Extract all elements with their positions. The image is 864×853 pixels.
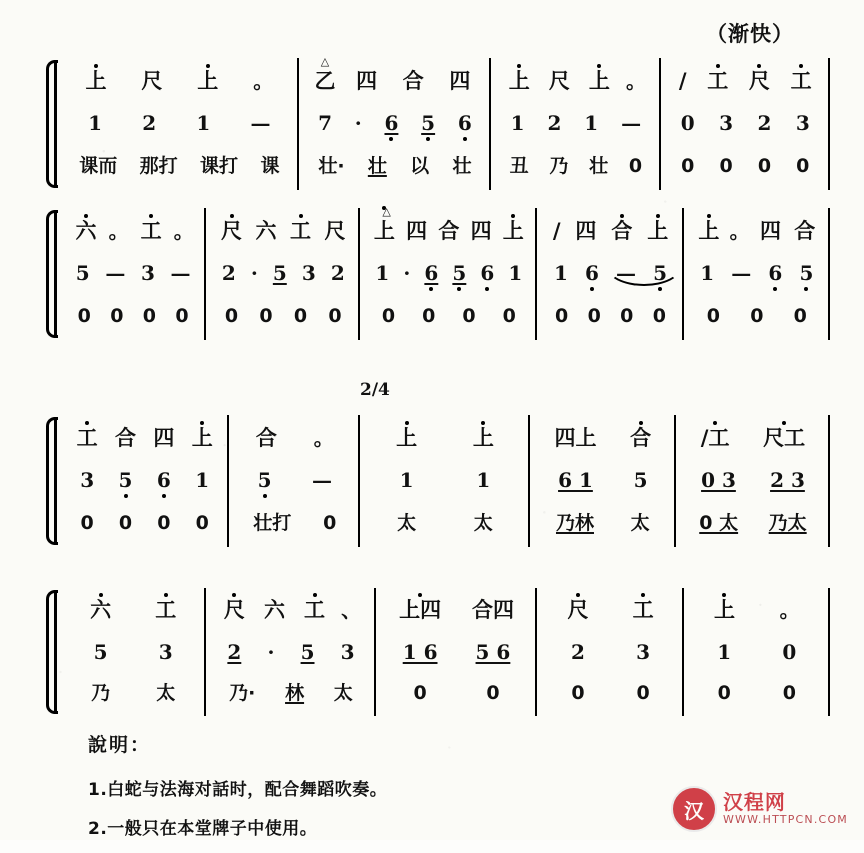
lyric-syllable: 课打 (200, 154, 239, 177)
measure[interactable] (60, 588, 206, 716)
music-system-2 (40, 208, 830, 340)
gongche-note: 合 (255, 426, 277, 451)
number-note: 1 (195, 468, 210, 493)
number-note: 1 (88, 111, 103, 136)
number-note: 1 (553, 261, 568, 286)
number-row (214, 632, 367, 673)
measure-group (60, 415, 830, 547)
number-note: 5 (794, 262, 818, 285)
number-note: 6 (457, 111, 472, 136)
number-note: 5 (633, 468, 648, 493)
number-note: 5 (648, 262, 672, 285)
measure[interactable] (530, 415, 676, 547)
number-note: 5 (248, 469, 282, 492)
lyric-syllable: 乃太 (768, 511, 807, 534)
lyric-row (692, 673, 822, 714)
lyric-syllable: 太 (397, 511, 417, 534)
number-row (692, 632, 822, 673)
lyric-row (669, 146, 822, 188)
gongche-note: 四 (153, 426, 175, 451)
gongche-note: 合 (438, 219, 460, 244)
gongche-note: 工 (623, 598, 664, 622)
gongche-row (669, 60, 822, 102)
measure[interactable] (684, 208, 830, 340)
measure[interactable] (661, 58, 830, 190)
gongche-note: 四 (470, 219, 492, 244)
lyric-syllable: 课而 (79, 154, 118, 177)
measure[interactable] (229, 415, 360, 547)
lyric-syllable: 0 (750, 304, 764, 327)
measure[interactable] (60, 58, 299, 190)
gongche-note: 尺 (548, 69, 570, 94)
number-note: — (621, 111, 642, 136)
gongche-note: 尺 (324, 219, 346, 244)
number-note: 1 (399, 468, 414, 493)
number-note: 1 (476, 468, 491, 493)
gongche-note: 尺 (216, 219, 247, 243)
lyric-syllable: 太 (333, 681, 353, 704)
measure[interactable] (206, 208, 360, 340)
lyric-syllable: 0 (706, 304, 721, 327)
lyric-row (499, 146, 652, 188)
gongche-note: 工 (299, 598, 330, 622)
gongche-note: 六 (80, 598, 121, 622)
number-row (368, 253, 529, 295)
gongche-row (499, 60, 652, 102)
number-note: 3 (636, 639, 651, 664)
lyric-syllable: 0 (757, 154, 772, 177)
number-note: 5 (93, 639, 108, 664)
gongche-note: 工 (786, 69, 817, 93)
gongche-note: 上四 (389, 598, 451, 622)
gongche-row (237, 417, 352, 459)
lyric-row (368, 296, 529, 338)
gongche-note: 。 (779, 597, 800, 622)
measure[interactable] (676, 415, 830, 547)
number-note: 2 (570, 639, 585, 664)
lyric-syllable: 壮· (318, 154, 345, 177)
notes-title: 說明： (88, 734, 152, 756)
lyric-syllable: 0 (782, 681, 796, 704)
gongche-note: 。 (253, 68, 274, 93)
number-row (684, 460, 822, 502)
number-note: 6 (424, 261, 439, 286)
gongche-note: 四 (575, 219, 597, 244)
number-dot: · (354, 111, 362, 136)
music-system-4 (40, 588, 830, 716)
gongche-note: 尺工 (758, 426, 810, 450)
lyric-syllable: 0 (555, 304, 569, 327)
gongche-row (307, 60, 484, 102)
number-note: 2 (227, 639, 242, 664)
number-dot: · (250, 261, 258, 286)
gongche-note: 合 (794, 219, 816, 244)
lyric-syllable: 0 太 (699, 511, 739, 534)
lyric-row (68, 503, 221, 545)
gongche-note: 合四 (471, 598, 514, 623)
gongche-note: 四 (449, 69, 471, 94)
measure[interactable] (60, 415, 229, 547)
gongche-note: 上 (642, 219, 673, 243)
watermark-logo-icon: 汉 (671, 786, 717, 832)
measure[interactable] (206, 588, 375, 716)
music-system-1 (40, 58, 830, 190)
gongche-note: 上 (187, 426, 218, 450)
lyric-row (684, 503, 822, 545)
number-note: 3 (80, 468, 95, 493)
lyric-syllable: 0 (681, 154, 695, 177)
lyric-syllable: 壮 (452, 154, 472, 177)
gongche-row (68, 210, 198, 252)
lyric-syllable: 0 (652, 304, 666, 327)
lyric-syllable: 0 (142, 304, 157, 327)
note-line: 2.一般只在本堂牌子中使用。 (88, 819, 318, 839)
lyric-row (545, 296, 675, 338)
number-note: 6 (763, 262, 787, 285)
number-note: 2 (330, 261, 345, 286)
lyric-syllable: 0 (381, 304, 396, 327)
lyric-syllable: 壮打 (253, 511, 292, 534)
number-note: 5 (300, 639, 315, 664)
lyric-syllable: 太 (473, 511, 493, 534)
number-note: 1 (717, 639, 732, 664)
tempo-marking: （渐快） (706, 22, 794, 46)
gongche-note: 六 (263, 598, 285, 623)
number-note: 6 (580, 262, 604, 285)
gongche-row (68, 590, 198, 631)
number-row (68, 460, 221, 502)
gongche-note: 工 (702, 69, 733, 93)
measure[interactable] (684, 588, 830, 716)
lyric-syllable: 太 (156, 681, 176, 704)
number-row (68, 253, 198, 295)
number-note: 3 (719, 111, 734, 136)
gongche-note: 工 (145, 598, 186, 622)
measure-group (60, 208, 830, 340)
lyric-syllable: 0 (110, 304, 124, 327)
lyric-syllable: 0 (793, 304, 807, 327)
gongche-note: 尺 (744, 69, 775, 93)
number-row (669, 103, 822, 145)
lyric-row (307, 146, 484, 188)
gongche-note: 工 (136, 219, 167, 243)
number-row (692, 253, 822, 295)
lyric-syllable: 以 (410, 154, 430, 177)
gongche-note: 合 (625, 426, 656, 450)
lyric-syllable: 0 (796, 154, 810, 177)
lyric-row (68, 673, 198, 714)
gongche-note: 。 (108, 218, 129, 243)
number-dot: · (403, 261, 411, 286)
gongche-note: 六 (71, 219, 102, 243)
number-row (538, 460, 668, 502)
lyric-syllable: 乃 (91, 681, 111, 704)
lyric-syllable: 0 (587, 304, 601, 327)
gongche-note: 上 (75, 69, 116, 93)
lyric-syllable: 那打 (139, 154, 178, 177)
watermark-text (723, 791, 848, 827)
lyric-syllable: 课 (260, 154, 280, 177)
measure[interactable] (360, 208, 537, 340)
lyric-syllable: 0 (328, 304, 342, 327)
number-note: — (731, 261, 752, 286)
gongche-note: 上 (704, 598, 745, 622)
lyric-syllable: 0 (157, 511, 171, 534)
lyric-syllable: 0 (462, 304, 476, 327)
lyric-syllable: 0 (259, 304, 273, 327)
number-note: 5 (272, 261, 287, 286)
number-note: 5 (421, 111, 436, 136)
number-note: 1 (510, 111, 525, 136)
number-note: 6 (480, 261, 495, 286)
number-row (499, 103, 652, 145)
number-note: 5 6 (475, 639, 511, 664)
measure-group (60, 58, 830, 190)
number-row (214, 253, 352, 295)
lyric-syllable: 0 (628, 154, 643, 177)
gongche-note: 上 (584, 69, 615, 93)
number-note: 6 (152, 469, 176, 492)
gongche-row (214, 210, 352, 252)
gongche-note: 合 (115, 426, 137, 451)
number-note: 2 3 (770, 468, 805, 493)
gongche-note: 四 (406, 219, 428, 244)
lyric-syllable: 0 (636, 681, 650, 704)
gongche-note: 上 (502, 219, 524, 244)
number-note: 0 (782, 639, 797, 664)
lyric-row (692, 296, 822, 338)
site-watermark (671, 786, 848, 832)
gongche-note: 六 (255, 219, 277, 244)
lyric-syllable: 0 (486, 681, 500, 704)
music-system-3 (40, 415, 830, 547)
watermark-site-url: WWW.HTTPCN.COM (722, 813, 848, 827)
system-brace-icon (40, 415, 60, 547)
number-note: 3 (340, 639, 355, 664)
gongche-note: 四上 (554, 426, 597, 451)
number-note: 5 (75, 261, 90, 286)
number-note: — (250, 111, 271, 136)
number-note: 1 (700, 261, 715, 286)
note-line: 1.白蛇与法海对話时，配合舞蹈吹奏。 (88, 780, 388, 800)
gongche-note: 尺 (219, 598, 250, 622)
gongche-row (368, 417, 521, 459)
gongche-note: 。 (313, 425, 334, 450)
lyric-syllable: 丑 (509, 154, 529, 177)
number-note: 1 (375, 261, 390, 286)
gongche-row (692, 590, 822, 631)
lyric-syllable: 乃林 (555, 511, 594, 534)
number-note: 2 (547, 111, 562, 136)
lyric-syllable: 0 (620, 304, 634, 327)
gongche-note: 上 (504, 69, 535, 93)
gongche-note: 上 (187, 69, 228, 93)
gongche-note: 四 (356, 69, 378, 94)
number-dot: · (267, 639, 275, 664)
system-brace-icon (40, 58, 60, 190)
lyric-syllable: 乃 (549, 154, 569, 177)
gongche-note: △ 乙 (310, 69, 341, 93)
measure[interactable] (299, 58, 492, 190)
gongche-note: 合 (402, 69, 424, 94)
system-brace-icon (40, 208, 60, 340)
lyric-row (545, 673, 675, 714)
lyric-syllable: 0 (413, 681, 427, 704)
number-note: 5 (114, 469, 138, 492)
gongche-note: 合 (606, 219, 637, 243)
gongche-note: 上 (386, 426, 427, 450)
lyric-syllable: 0 (719, 154, 733, 177)
gongche-note: △ 上 (372, 219, 397, 243)
lyric-syllable: 0 (195, 511, 209, 534)
lyric-syllable: 壮 (589, 154, 609, 177)
number-note: 6 (384, 111, 399, 136)
number-note: — (312, 468, 333, 493)
number-note: 6 1 (558, 468, 593, 493)
lyric-syllable: 0 (118, 511, 133, 534)
gongche-note: 工 (72, 426, 103, 450)
measure[interactable] (376, 588, 538, 716)
lyric-syllable: 0 (502, 304, 516, 327)
gongche-note: 尺 (141, 69, 163, 94)
gongche-note: / (552, 219, 561, 244)
system-brace-icon (40, 588, 60, 716)
number-note: — (105, 261, 126, 286)
gongche-note: 。 (173, 218, 194, 243)
number-row (307, 103, 484, 145)
lyric-syllable: 0 (224, 304, 239, 327)
number-note: 3 (140, 261, 155, 286)
number-note: — (616, 261, 637, 286)
number-note: — (170, 261, 191, 286)
measure-group (60, 588, 830, 716)
gongche-row (545, 590, 675, 631)
lyric-row (384, 673, 530, 714)
lyric-row (237, 503, 352, 545)
gongche-row (384, 590, 530, 631)
gongche-row (692, 210, 822, 252)
number-note: 1 6 (402, 639, 438, 664)
measure[interactable] (60, 208, 206, 340)
gongche-note: 尺 (557, 598, 598, 622)
number-note: 0 3 (701, 468, 736, 493)
gongche-row (545, 210, 675, 252)
gongche-note: 。 (729, 218, 750, 243)
lyric-syllable: 壮 (367, 154, 387, 177)
lyric-syllable: 0 (80, 511, 94, 534)
number-note: 2 (142, 111, 157, 136)
gongche-row (68, 417, 221, 459)
gongche-note: / (678, 69, 687, 94)
gongche-row (538, 417, 668, 459)
number-note: 7 (318, 111, 332, 136)
number-row (384, 632, 530, 673)
lyric-syllable: 太 (630, 511, 650, 534)
lyric-row (538, 503, 668, 545)
measure[interactable] (360, 415, 529, 547)
lyric-syllable: 0 (77, 304, 91, 327)
lyric-row (68, 296, 198, 338)
gongche-row (684, 417, 822, 459)
lyric-row (214, 673, 367, 714)
lyric-syllable: 林 (285, 681, 305, 704)
number-note: 3 (158, 639, 173, 664)
lyric-syllable: 0 (571, 681, 585, 704)
gongche-row (214, 590, 367, 631)
gongche-row (68, 60, 291, 102)
gongche-row (368, 210, 529, 252)
gongche-note: 上 (693, 219, 724, 243)
number-note: 2 (757, 111, 772, 136)
number-row (368, 460, 521, 502)
number-note: 1 (508, 261, 523, 286)
lyric-syllable: 0 (175, 304, 189, 327)
measure[interactable] (537, 588, 683, 716)
number-note: 3 (301, 261, 316, 286)
number-row (68, 632, 198, 673)
number-note: 0 (680, 111, 695, 136)
watermark-site-name: 汉程网 (722, 790, 786, 815)
lyric-syllable: 0 (323, 511, 337, 534)
number-note: 2 (221, 261, 236, 286)
number-row (237, 460, 352, 502)
gongche-note: /工 (696, 426, 735, 450)
number-row (68, 103, 291, 145)
gongche-note: 四 (759, 219, 781, 244)
lyric-syllable: 乃· (229, 681, 256, 704)
gongche-note: 。 (626, 68, 647, 93)
number-note: 5 (452, 261, 467, 286)
gongche-note: 工 (285, 219, 316, 243)
gongche-note: 上 (463, 426, 504, 450)
number-note: 1 (196, 111, 211, 136)
number-row (545, 632, 675, 673)
gongche-note: 、 (341, 597, 362, 622)
lyric-syllable: 0 (717, 681, 731, 704)
lyric-row (68, 146, 291, 188)
lyric-row (368, 503, 521, 545)
measure[interactable] (491, 58, 660, 190)
number-note: 1 (584, 111, 599, 136)
lyric-row (214, 296, 352, 338)
number-note: 3 (795, 111, 810, 136)
lyric-syllable: 0 (422, 304, 436, 327)
time-signature: 2/4 (360, 380, 390, 400)
lyric-syllable: 0 (293, 304, 308, 327)
